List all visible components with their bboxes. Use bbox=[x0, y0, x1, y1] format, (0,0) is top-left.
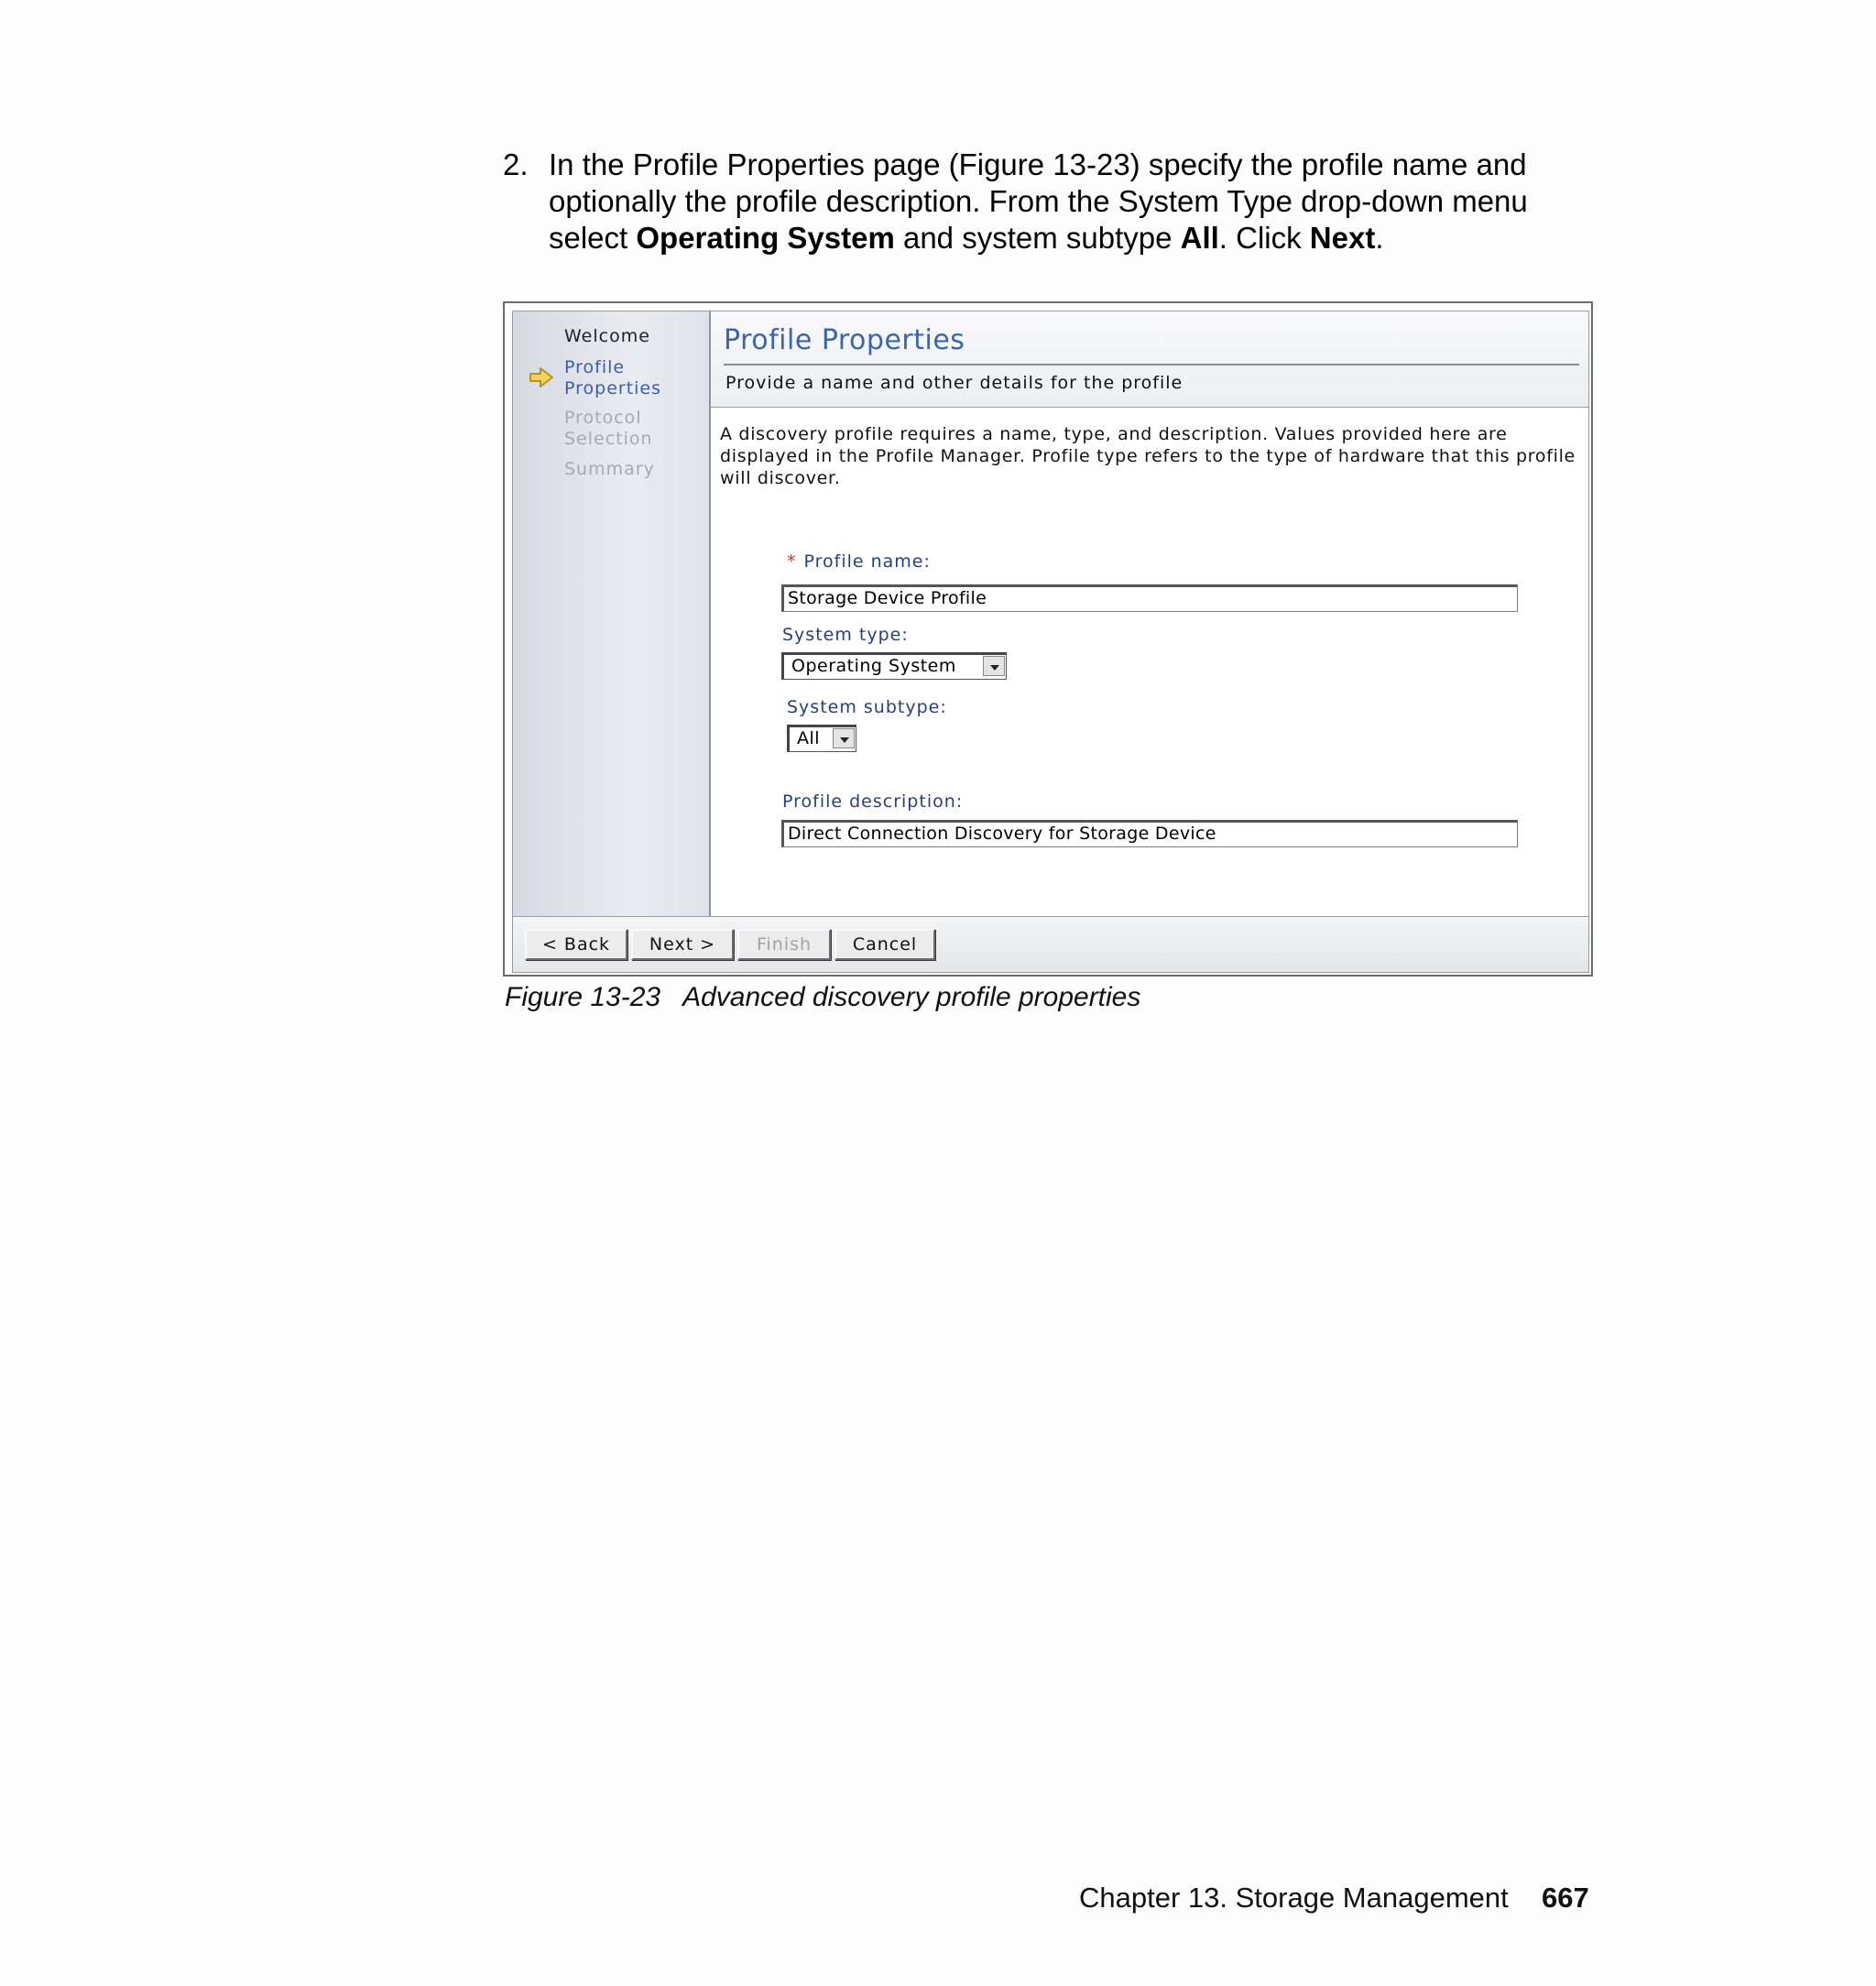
chevron-down-icon[interactable] bbox=[833, 728, 855, 748]
nav-item-profile-properties[interactable] bbox=[564, 357, 661, 399]
wizard-button-bar bbox=[513, 916, 1588, 972]
nav-item-protocol-selection bbox=[564, 408, 653, 450]
intro-text: A discovery profile requires a name, type, and description. Values provided here are displayed in the Profile Manager. Profile type refers to the type of hardware that this profile will discover. bbox=[720, 424, 1576, 488]
page-header bbox=[711, 311, 1588, 408]
profile-name-input[interactable]: Storage Device Profile bbox=[781, 584, 1518, 612]
wizard-nav bbox=[513, 311, 711, 917]
page-number: 667 bbox=[1542, 1882, 1589, 1914]
nav-profile-line2: Properties bbox=[564, 378, 662, 398]
profile-name-label bbox=[787, 551, 931, 572]
nav-item-summary bbox=[564, 459, 655, 480]
step-bold-system: Operating System bbox=[636, 221, 895, 255]
step-text-click: . Click bbox=[1218, 221, 1310, 255]
system-type-select[interactable] bbox=[781, 652, 1007, 680]
profile-name-label-text: Profile name: bbox=[803, 551, 931, 572]
nav-welcome-label: Welcome bbox=[564, 326, 650, 346]
nav-item-welcome[interactable] bbox=[564, 326, 650, 347]
system-type-value: Operating System bbox=[791, 656, 956, 676]
step-bold-subtype: All bbox=[1180, 221, 1219, 255]
step-text-end: . bbox=[1375, 221, 1384, 255]
back-button[interactable]: < Back bbox=[525, 929, 627, 960]
system-subtype-select[interactable] bbox=[787, 725, 856, 752]
cancel-button[interactable]: Cancel bbox=[834, 929, 935, 960]
system-subtype-value: All bbox=[797, 728, 821, 748]
page-title: Profile Properties bbox=[724, 324, 965, 356]
page-subtitle: Provide a name and other details for the profile bbox=[725, 373, 1183, 393]
system-type-label: System type: bbox=[782, 625, 909, 645]
chapter-footer: Chapter 13. Storage Management bbox=[1079, 1882, 1509, 1914]
figure-caption bbox=[505, 982, 1140, 1013]
chevron-down-icon[interactable] bbox=[983, 656, 1005, 676]
wizard-content bbox=[711, 311, 1588, 917]
arrow-right-icon bbox=[528, 365, 555, 390]
header-divider bbox=[724, 364, 1579, 366]
system-subtype-label: System subtype: bbox=[787, 697, 947, 717]
step-bold-next: Next bbox=[1309, 221, 1376, 255]
figure-title: Advanced discovery profile properties bbox=[682, 982, 1141, 1012]
profile-description-input[interactable]: Direct Connection Discovery for Storage Device bbox=[781, 820, 1518, 847]
wizard-screenshot bbox=[503, 301, 1593, 977]
nav-summary-label: Summary bbox=[564, 459, 655, 479]
step-text-middle: and system subtype bbox=[894, 221, 1181, 255]
profile-description-label: Profile description: bbox=[782, 791, 964, 812]
nav-profile-line1: Profile bbox=[564, 357, 626, 377]
step-text-before: In the Profile Properties page (Figure 13-23) specify the profile name and optionally the profile description. From the System Type drop-down menu select bbox=[549, 147, 1528, 255]
required-marker: * bbox=[787, 551, 797, 572]
next-button[interactable]: Next > bbox=[631, 929, 734, 960]
wizard-window bbox=[512, 311, 1589, 973]
nav-protocol-line2: Selection bbox=[564, 429, 653, 449]
figure-number: Figure 13-23 bbox=[505, 982, 661, 1012]
finish-button: Finish bbox=[737, 929, 831, 960]
step-number: 2. bbox=[503, 147, 529, 181]
nav-protocol-line1: Protocol bbox=[564, 408, 642, 428]
step-text bbox=[549, 147, 1611, 256]
